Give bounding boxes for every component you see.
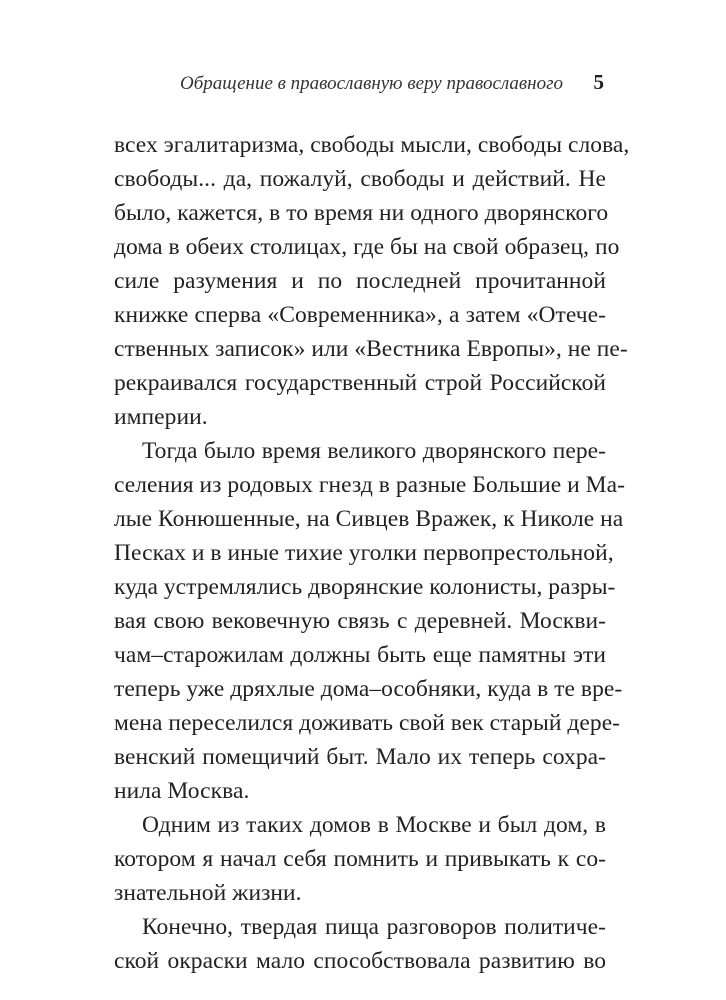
page-number: 5 xyxy=(593,70,604,94)
text-line: было, кажется, в то время ни одного дворянского xyxy=(114,200,609,226)
text-line: дома в обеих столицах, где бы на свой образец, по xyxy=(114,234,620,260)
text-line: вая свою вековечную связь с деревней. Москви- xyxy=(114,608,606,634)
text-line: мена переселился доживать свой век старый дере- xyxy=(114,710,621,736)
text-line: селения из родовых гнезд в разные Большие и Ма- xyxy=(114,472,625,498)
text-line: ской окраски мало способствовала развитию во xyxy=(114,948,606,974)
text-line: Песках и в иные тихие уголки первопрестольной, xyxy=(114,540,614,566)
text-line: теперь уже дряхлые дома–особняки, куда в те вре- xyxy=(114,676,623,702)
body-text xyxy=(114,128,630,978)
text-line: свободы... да, пожалуй, свободы и действий. Не xyxy=(114,166,606,192)
text-line: рекраивался государственный строй Российской xyxy=(114,370,606,396)
text-line: знательной жизни. xyxy=(114,880,302,906)
text-line: империи. xyxy=(114,404,208,430)
text-line: куда устремлялись дворянские колонисты, разры- xyxy=(114,574,616,600)
text-line: котором я начал себя помнить и привыкать к со- xyxy=(114,846,606,872)
text-line: силе разумения и по последней прочитанной xyxy=(114,268,606,294)
text-line: чам–старожилам должны быть еще памятны эти xyxy=(114,642,606,668)
text-line: нила Москва. xyxy=(114,778,250,804)
text-line: Одним из таких домов в Москве и был дом, в xyxy=(142,812,606,838)
text-line: ственных записок» или «Вестника Европы», не пе- xyxy=(114,336,628,362)
running-header xyxy=(138,72,604,96)
text-line: Тогда было время великого дворянского пере- xyxy=(142,438,606,464)
text-line: книжке сперва «Современника», а затем «Отече- xyxy=(114,302,606,328)
text-line: Конечно, твердая пища разговоров политиче- xyxy=(142,914,606,940)
running-title: Обращение в православную веру православного xyxy=(180,73,563,94)
text-line: всех эгалитаризма, свободы мысли, свободы слова, xyxy=(114,132,630,158)
text-line: лые Конюшенные, на Сивцев Вражек, к Николе на xyxy=(114,506,624,532)
text-line: венский помещичий быт. Мало их теперь сохра- xyxy=(114,744,606,770)
